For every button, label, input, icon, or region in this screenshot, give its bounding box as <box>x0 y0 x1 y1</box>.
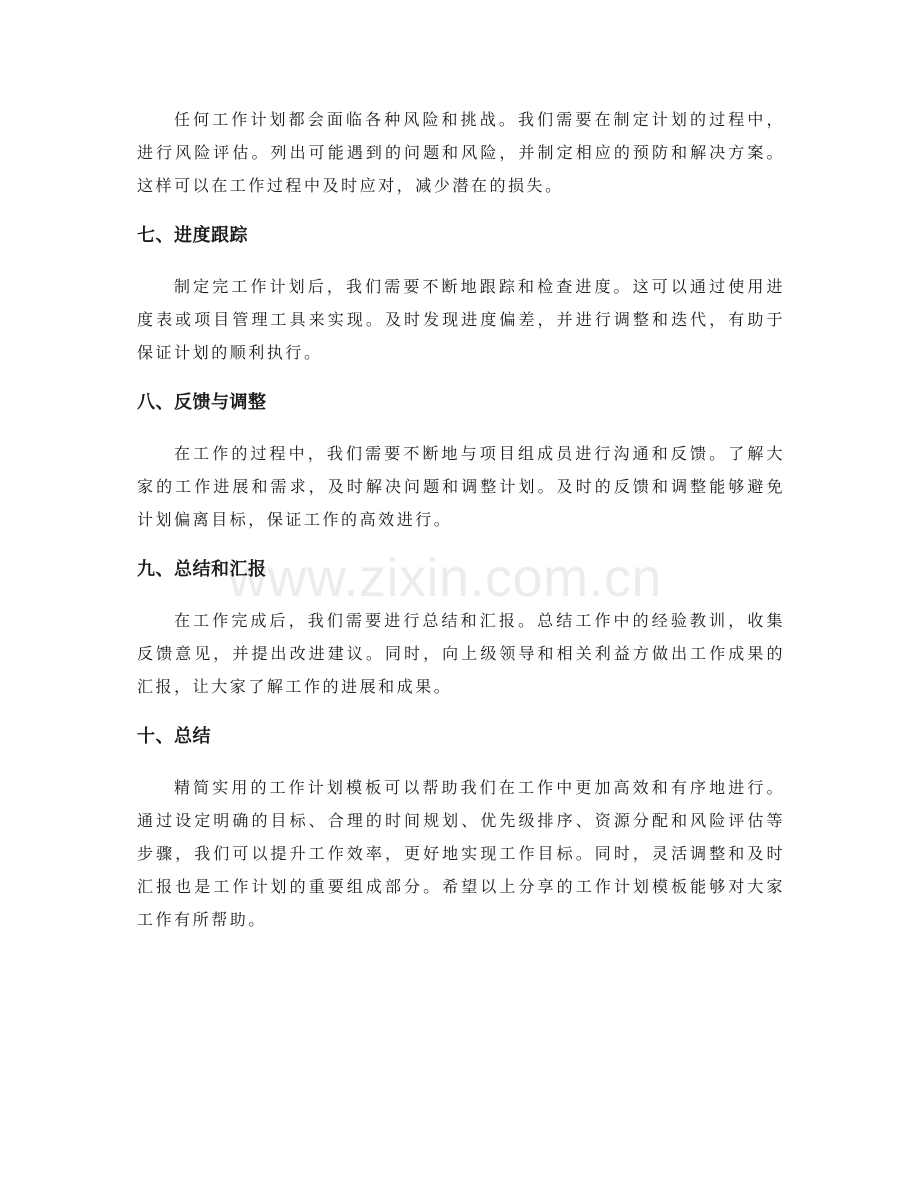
section-heading-report: 九、总结和汇报 <box>137 559 267 580</box>
risk-paragraph: 任何工作计划都会面临各种风险和挑战。我们需要在制定计划的过程中，进行风险评估。列出可能遇到的问题和风险，并制定相应的预防和解决方案。这样可以在工作过程中及时应对，减少潜在的损失。 <box>137 110 785 195</box>
watermark: www.zixin.com.cn <box>228 548 663 608</box>
section-heading-feedback: 八、反馈与调整 <box>137 392 267 413</box>
section-body-summary: 精简实用的工作计划模板可以帮助我们在工作中更加高效和有序地进行。通过设定明确的目标、合理的时间规划、优先级排序、资源分配和风险评估等步骤，我们可以提升工作效率，更好地实现工作目标。同时，灵活调整和及时汇报也是工作计划的重要组成部分。希望以上分享的工作计划模板能够对大家工作有所帮助。 <box>137 778 785 929</box>
section-body-feedback: 在工作的过程中，我们需要不断地与项目组成员进行沟通和反馈。了解大家的工作进展和需求，及时解决问题和调整计划。及时的反馈和调整能够避免计划偏离目标，保证工作的高效进行。 <box>137 444 785 529</box>
section-heading-summary: 十、总结 <box>137 726 211 747</box>
section-body-report: 在工作完成后，我们需要进行总结和汇报。总结工作中的经验教训，收集反馈意见，并提出改进建议。同时，向上级领导和相关利益方做出工作成果的汇报，让大家了解工作的进展和成果。 <box>137 611 785 696</box>
section-heading-progress: 七、进度跟踪 <box>137 225 248 246</box>
document-content <box>137 103 785 936</box>
section-body-progress: 制定完工作计划后，我们需要不断地跟踪和检查进度。这可以通过使用进度表或项目管理工具来实现。及时发现进度偏差，并进行调整和迭代，有助于保证计划的顺利执行。 <box>137 277 785 362</box>
